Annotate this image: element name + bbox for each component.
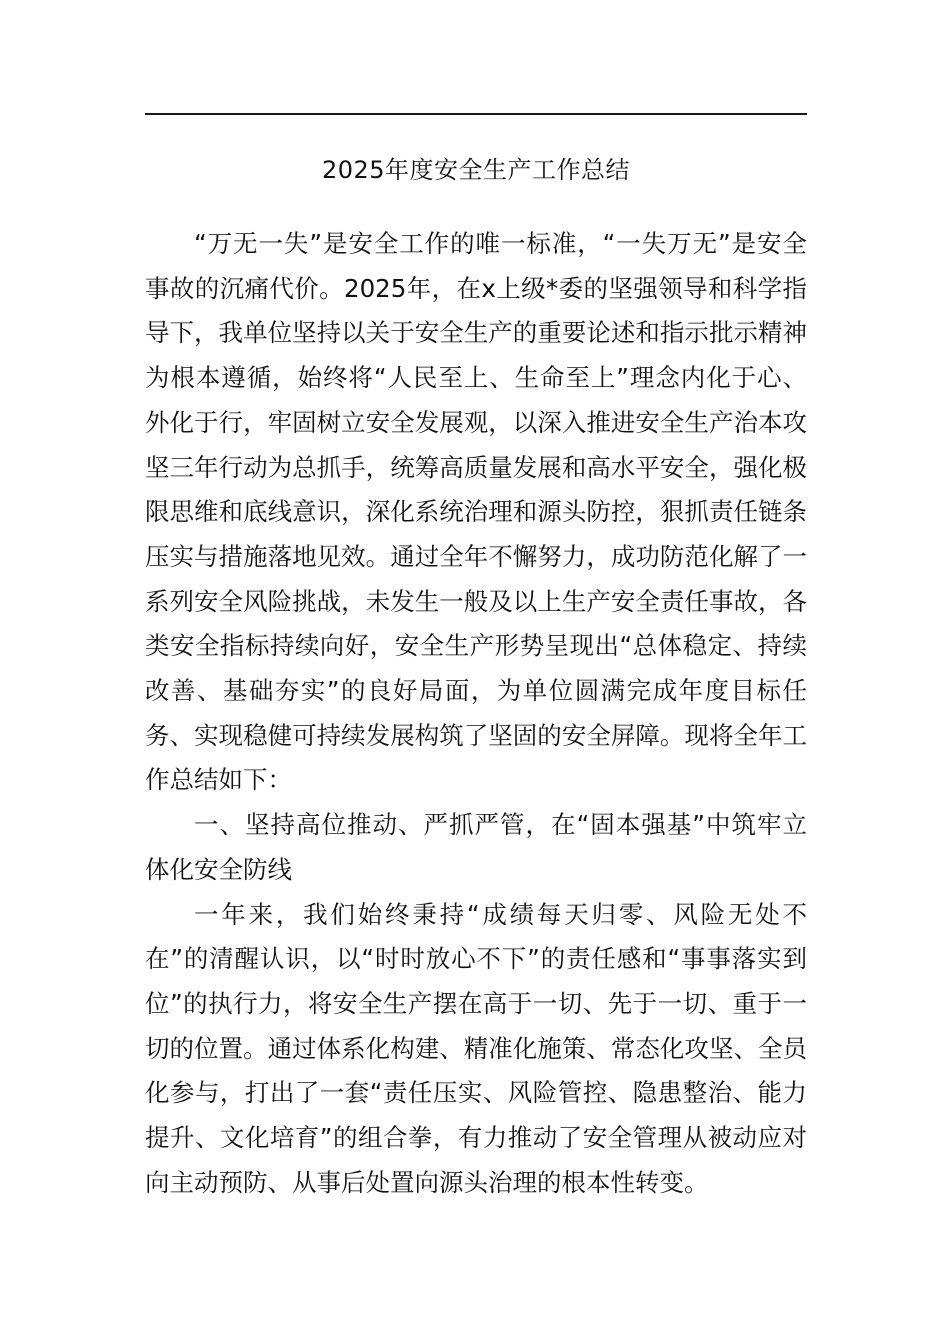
document-body xyxy=(145,222,807,1205)
section-heading-1: 一、坚持高位推动、严抓严管，在“固本强基”中筑牢立体化安全防线 xyxy=(145,810,807,884)
section-1-paragraph: 一年来，我们始终秉持“成绩每天归零、风险无处不在”的清醒认识，以“时时放心不下”的责任感和“事事落实到位”的执行力，将安全生产摆在高于一切、先于一切、重于一切的位置。通过体系化构建、精准化施策、常态化攻坚、全员化参与，打出了一套“责任压实、风险管控、隐患整治、能力提升、文化培育”的组合拳，有力推动了安全管理从被动应对向主动预防、从事后处置向源头治理的根本性转变。 xyxy=(145,899,807,1197)
document-title: 2025年度安全生产工作总结 xyxy=(321,156,631,184)
header-rule xyxy=(145,113,807,115)
intro-paragraph: “万无一失”是安全工作的唯一标准，“一失万无”是安全事故的沉痛代价。2025年，在x上级*委的坚强领导和科学指导下，我单位坚持以关于安全生产的重要论述和指示批示精神为根本遵循，始终将“人民至上、生命至上”理念内化于心、外化于行，牢固树立安全发展观，以深入推进安全生产治本攻坚三年行动为总抓手，统筹高质量发展和高水平安全，强化极限思维和底线意识，深化系统治理和源头防控，狠抓责任链条压实与措施落地见效。通过全年不懈努力，成功防范化解了一系列安全风险挑战，未发生一般及以上生产安全责任事故，各类安全指标持续向好，安全生产形势呈现出“总体稳定、持续改善、基础夯实”的良好局面，为单位圆满完成年度目标任务、实现稳健可持续发展构筑了坚固的安全屏障。现将全年工作总结如下： xyxy=(145,229,807,795)
